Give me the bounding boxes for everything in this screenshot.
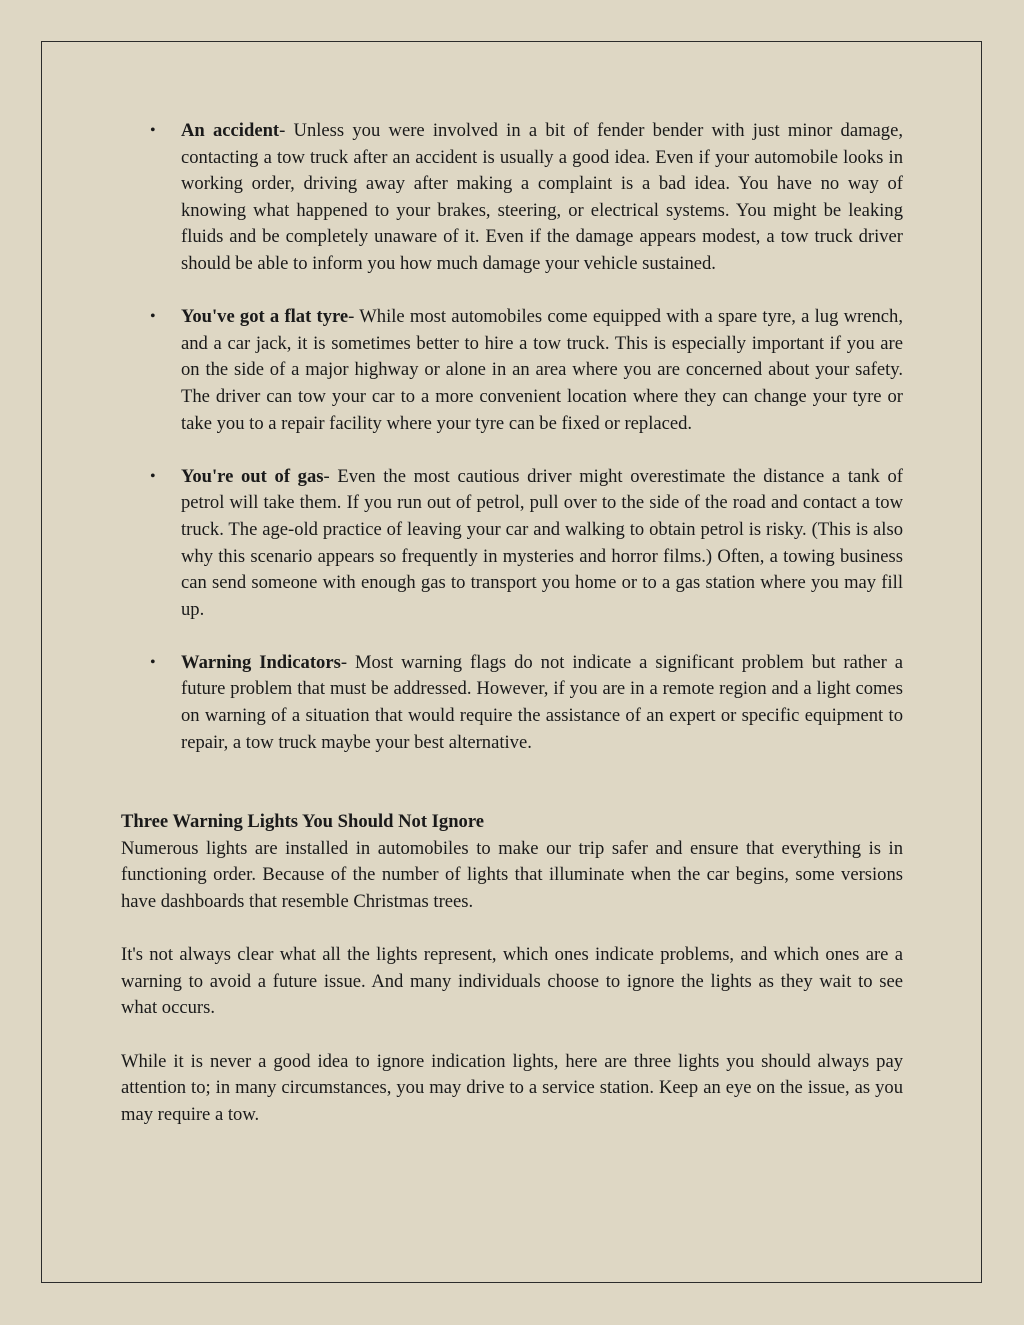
bullet-icon: •	[150, 308, 156, 326]
section-heading: Three Warning Lights You Should Not Ignore	[121, 811, 485, 833]
bullet-icon: •	[150, 653, 156, 671]
bullet-text: - Unless you were involved in a bit of fender bender with just minor damage, contacting a tow truck after an accident is usually a good idea. Even if your automobile looks in working order, driving away after making a complaint is a bad idea. You have no way of knowing what happened to your brakes, steering, or electrical systems. You might be leaking fluids and be completely unaware of it. Even if the damage appears modest, a tow truck driver should be able to inform you how much damage your vehicle sustained.	[181, 120, 903, 274]
bullet-text: - Most warning flags do not indicate a significant problem but rather a future problem that must be addressed. However, if you are in a remote region and a light comes on warning of a situation that would require the assistance of an expert or specific equipment to repair, a tow truck maybe your best alternative.	[181, 651, 903, 753]
list-item	[121, 650, 903, 756]
bullet-list	[121, 118, 903, 756]
bullet-text: - Even the most cautious driver might overestimate the distance a tank of petrol will take them. If you run out of petrol, pull over to the side of the road and contact a tow truck. The age-old practice of leaving your car and walking to obtain petrol is risky. (This is also why this scenario appears so frequently in mysteries and horror films.) Often, a towing business can send someone with enough gas to transport you home or to a gas station where you may fill up.	[181, 465, 904, 620]
bullet-icon: •	[150, 467, 156, 485]
bullet-term: You're out of gas	[181, 465, 324, 487]
bullet-text: - While most automobiles come equipped with a spare tyre, a lug wrench, and a car jack, it is sometimes better to hire a tow truck. This is especially important if you are on the side of a major highway or alone in an area where you are concerned about your safety. The driver can tow your car to a more convenient location where they can change your tyre or take you to a repair facility where your tyre can be fixed or replaced.	[181, 306, 903, 434]
section-paragraph: While it is never a good idea to ignore indication lights, here are three lights you should always pay attention to; in many circumstances, you may drive to a service station. Keep an eye on the issue, as you may require a tow.	[121, 1050, 903, 1125]
bullet-term: Warning Indicators	[181, 651, 341, 673]
bullet-term: You've got a flat tyre	[181, 306, 349, 328]
list-item	[121, 118, 903, 278]
section-paragraph: It's not always clear what all the lights represent, which ones indicate problems, and which ones are a warning to avoid a future issue. And many individuals choose to ignore the lights as they wait to see what occurs.	[121, 944, 903, 1019]
bullet-term: An accident	[181, 120, 280, 141]
bullet-icon: •	[150, 122, 156, 139]
document-body	[121, 118, 903, 1128]
list-item	[121, 304, 903, 437]
section-paragraph: Numerous lights are installed in automobiles to make our trip safer and ensure that everything is in functioning order. Because of the number of lights that illuminate when the car begins, some versions have dashboards that resemble Christmas trees.	[121, 837, 903, 913]
list-item	[121, 464, 903, 624]
